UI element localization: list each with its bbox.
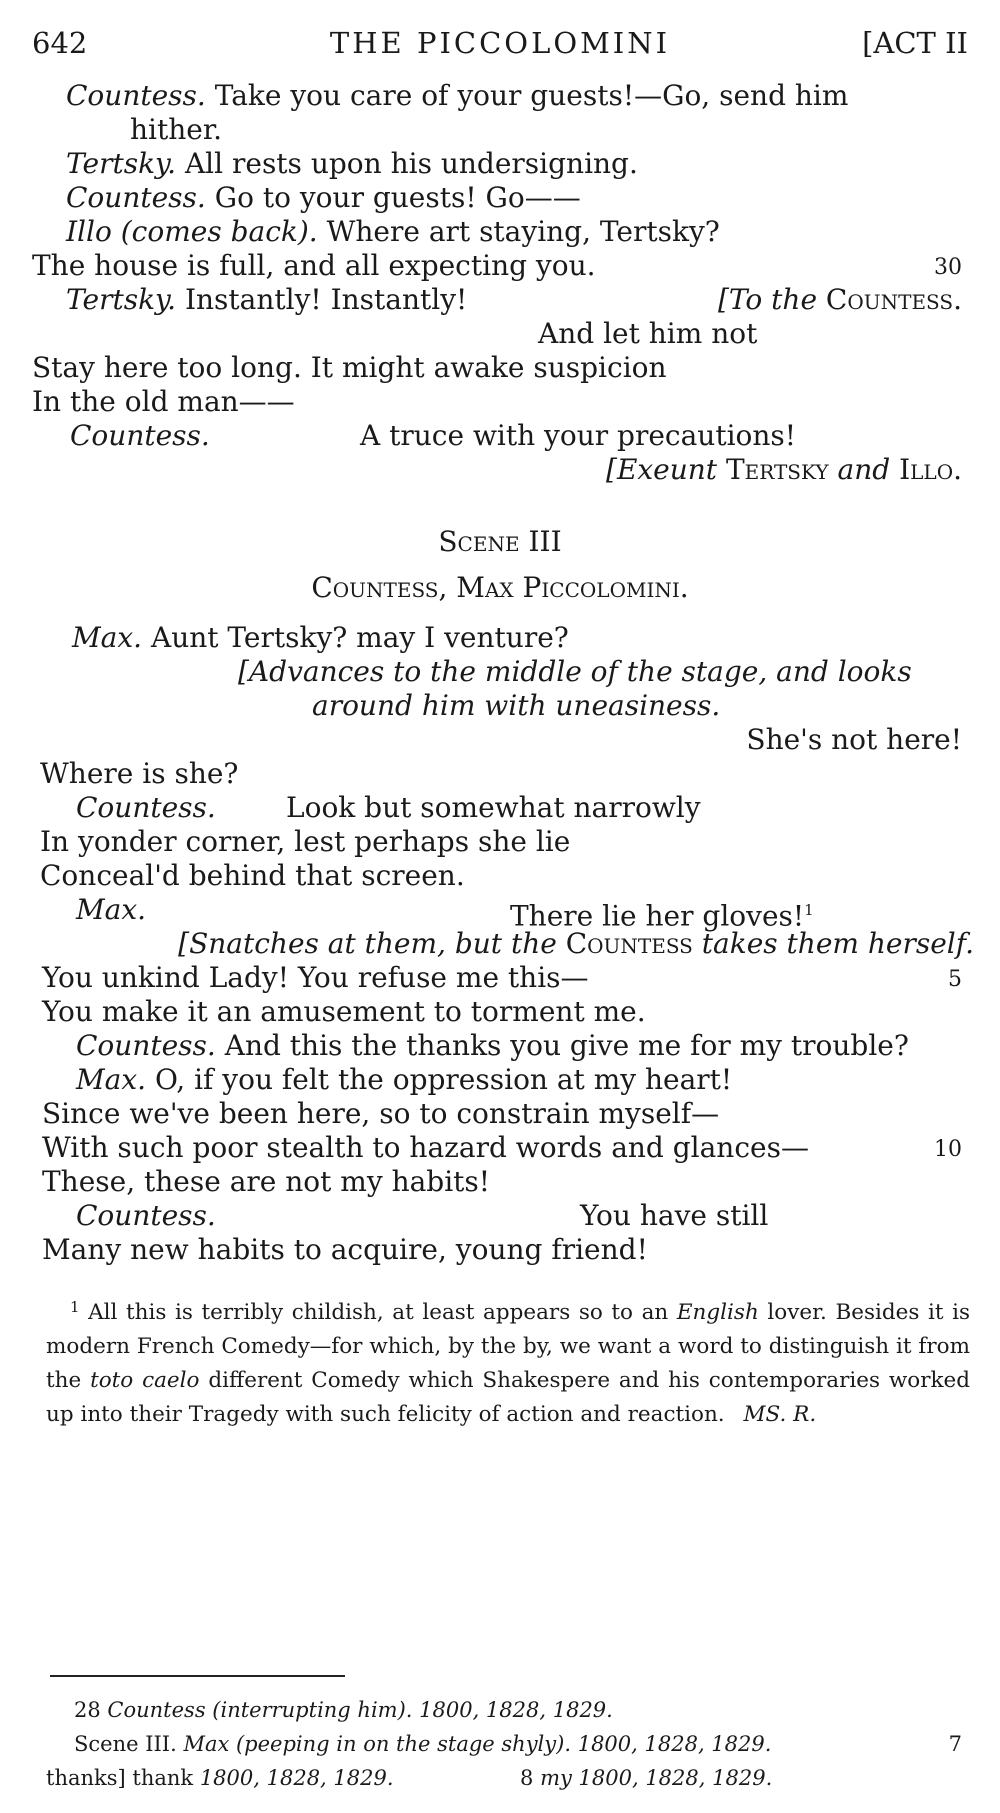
footnote (46, 1290, 970, 1432)
speaker-name: Max. (76, 893, 147, 926)
variant-line-number: 8 (520, 1766, 534, 1790)
footnote-italic: English (676, 1300, 759, 1325)
verse-text: Since we've been here, so to constrain myself— (42, 1097, 720, 1130)
variant-line-number: 28 (74, 1698, 101, 1722)
line-number: 5 (948, 967, 962, 992)
verse-text: These, these are not my habits! (42, 1165, 491, 1198)
verse-text: Where art staying, Tertsky? (326, 215, 720, 248)
footnote-italic: toto caelo (90, 1368, 200, 1393)
character-name: Countess. (825, 283, 962, 316)
verse-text: Go to your guests! Go—— (214, 181, 581, 214)
speaker-name: Max. (76, 1063, 147, 1096)
character-name: Illo. (899, 453, 962, 486)
verse-line (0, 1230, 1000, 1270)
variant-line-number: 7 (948, 1732, 962, 1756)
character-name: Tertsky (725, 453, 829, 486)
speaker-name: Tertsky. (66, 147, 177, 180)
stage-direction (606, 450, 962, 490)
stage-direction: [Advances to the middle of the stage, and looks (238, 655, 912, 688)
variant-text: thanks] thank (46, 1766, 194, 1790)
verse-text: In yonder corner, lest perhaps she lie (40, 825, 571, 858)
verse-text: Conceal'd behind that screen. (40, 859, 465, 892)
verse-text: She's not here! (746, 723, 962, 756)
footnote-text: lover. Besides it is modern French Comedy—for which, by the by, we want a word to distinguish it from the (46, 1300, 971, 1393)
speaker-name: Illo (66, 215, 112, 248)
verse-text: hither. (130, 113, 223, 146)
verse-text: Many new habits to acquire, young friend! (42, 1233, 648, 1266)
speaker-name: Tertsky. (66, 283, 177, 316)
speaker-name: Countess. (76, 1199, 216, 1232)
verse-text: Instantly! Instantly! (184, 283, 468, 316)
verse-text: You have still (580, 1199, 769, 1232)
speaker-name: Countess. (76, 791, 216, 824)
variant-label: Scene III. (74, 1732, 177, 1756)
line-number: 10 (934, 1137, 962, 1162)
variant-dates: 1800, 1828, 1829. (199, 1766, 394, 1790)
verse-text: Where is she? (40, 757, 239, 790)
verse-text: A truce with your precautions! (360, 419, 797, 452)
verse-text: The house is full, and all expecting you. (32, 249, 596, 282)
variant-entry (520, 1761, 772, 1795)
verse-text: Aunt Tertsky? may I venture? (150, 621, 569, 654)
variant-text: my (540, 1766, 572, 1790)
footnote-text: All this is terribly childish, at least appears so to an (88, 1300, 669, 1325)
speaker-name: Countess. (70, 419, 210, 452)
verse-text: Look but somewhat narrowly (286, 791, 701, 824)
act-label: [ACT II (862, 26, 968, 60)
variant-dates: 1800, 1828, 1829. (577, 1732, 772, 1756)
variant-dates: 1800, 1828, 1829. (419, 1698, 613, 1722)
variant-text: Countess (interrupting him). (107, 1698, 413, 1722)
verse-text: O, if you felt the oppression at my heart! (154, 1063, 733, 1096)
variant-line (0, 1727, 1000, 1761)
variant-text: Max (peeping in on the stage shyly). (183, 1732, 572, 1756)
verse-text: With such poor stealth to hazard words and glances— (42, 1131, 809, 1164)
stage-direction-text: [Exeunt (606, 453, 718, 486)
variant-line (0, 1693, 1000, 1727)
character-name: Countess (565, 927, 693, 960)
page-number: 642 (32, 26, 88, 60)
verse-text: All rests upon his undersigning. (184, 147, 638, 180)
line-number: 30 (934, 255, 962, 280)
footnote-divider (50, 1675, 345, 1677)
verse-text: And let him not (538, 317, 758, 350)
speaker-name: Countess. (66, 79, 206, 112)
variant-dates: 1800, 1828, 1829. (578, 1766, 773, 1790)
stage-direction-text: [To the (717, 283, 818, 316)
verse-text: Stay here too long. It might awake suspicion (32, 351, 667, 384)
speaker-name: Countess. (66, 181, 206, 214)
verse-text: You unkind Lady! You refuse me this— (42, 961, 589, 994)
stage-direction: around him with uneasiness. (312, 689, 721, 722)
speaker-name: Countess. (76, 1029, 216, 1062)
stage-direction-text: and (837, 453, 891, 486)
footnote-signature: MS. R. (743, 1402, 817, 1427)
verse-text: And this the thanks you give me for my trouble? (224, 1029, 909, 1062)
footnote-text: different Comedy which Shakespere and his contemporaries worked up into their Tragedy with such felicity of action and reaction. (46, 1368, 970, 1427)
stage-direction-line (0, 450, 1000, 490)
variant-line (0, 1761, 1000, 1795)
scene-heading: Scene III (438, 525, 562, 558)
stage-direction: (comes back). (120, 215, 318, 248)
verse-text-content: There lie her gloves! (510, 899, 805, 933)
verse-text: You make it an amusement to torment me. (42, 995, 646, 1028)
stage-direction-text: [Snatches at them, but the (178, 927, 557, 960)
running-header (32, 26, 968, 66)
verse-text: Take you care of your guests!—Go, send him (214, 79, 849, 112)
footnote-marker: 1 (70, 1298, 80, 1316)
running-title: THE PICCOLOMINI (329, 26, 671, 60)
speaker-name: Max. (72, 621, 143, 654)
scene-characters: Countess, Max Piccolomini. (311, 571, 689, 604)
verse-text: In the old man—— (32, 385, 295, 418)
footnote-marker: 1 (804, 901, 814, 919)
stage-direction-text: takes them herself. (701, 927, 974, 960)
